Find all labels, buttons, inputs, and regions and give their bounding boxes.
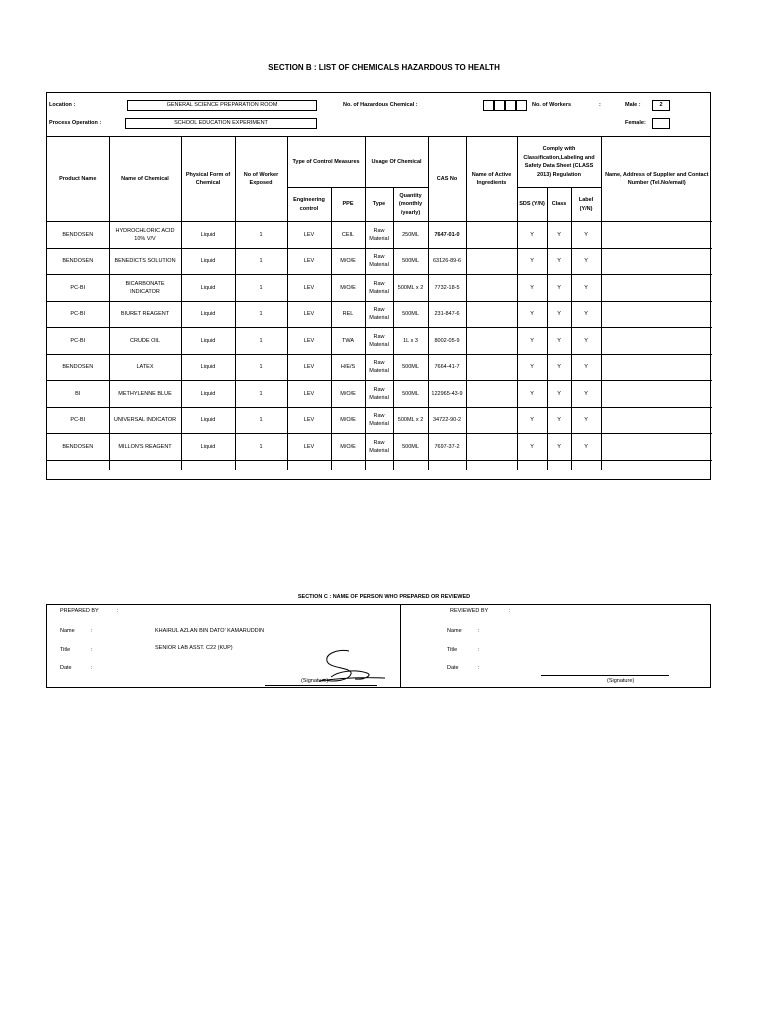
label-cell: Y [571, 328, 601, 355]
chemical-name-cell: LATEX [109, 354, 181, 381]
quantity-cell: 500ML [393, 434, 428, 461]
product-name-cell: PC-BI [47, 407, 109, 434]
empty-cell [47, 460, 109, 470]
table-row [47, 407, 712, 434]
active-ingredients-cell [466, 407, 517, 434]
active-ingredients-cell [466, 222, 517, 249]
label-cell: Y [571, 407, 601, 434]
physical-form-cell: Liquid [181, 407, 235, 434]
sds-cell: Y [517, 301, 547, 328]
ppe-cell: M/O/E [331, 275, 365, 302]
class-cell: Y [547, 407, 571, 434]
header-sds: SDS (Y/N) [517, 188, 547, 222]
male-count-field[interactable]: 2 [652, 100, 670, 111]
cas-no-cell: 63126-89-6 [428, 248, 466, 275]
quantity-cell: 500ML x 2 [393, 407, 428, 434]
usage-type-cell: Raw Material [365, 381, 393, 408]
empty-cell [181, 460, 235, 470]
section-b-title: SECTION B : LIST OF CHEMICALS HAZARDOUS TO HEALTH [268, 63, 500, 72]
hazard-count-label: No. of Hazardous Chemical : [343, 102, 418, 108]
process-field[interactable]: SCHOOL EDUCATION EXPERIMENT [125, 118, 317, 129]
chemical-name-cell: HYDROCHLORIC ACID 10% V/V [109, 222, 181, 249]
empty-cell [287, 460, 331, 470]
workers-colon: : [599, 102, 601, 108]
quantity-cell: 500ML [393, 301, 428, 328]
prepared-signature-label: (Signature) [301, 678, 329, 684]
header-engineering-control: Engineering control [287, 188, 331, 222]
label-cell: Y [571, 354, 601, 381]
supplier-cell [601, 328, 712, 355]
usage-type-cell: Raw Material [365, 328, 393, 355]
engineering-control-cell: LEV [287, 301, 331, 328]
reviewed-date-colon: : [478, 665, 480, 671]
active-ingredients-cell [466, 275, 517, 302]
header-cas-no: CAS No [428, 137, 466, 222]
table-row [47, 222, 712, 249]
usage-type-cell: Raw Material [365, 301, 393, 328]
prepared-by-heading: PREPARED BY [60, 608, 99, 614]
quantity-cell: 500ML [393, 248, 428, 275]
cas-no-cell: 122965-43-9 [428, 381, 466, 408]
ppe-cell: REL [331, 301, 365, 328]
sds-cell: Y [517, 222, 547, 249]
header-workers-exposed: No of Worker Exposed [235, 137, 287, 222]
product-name-cell: BENDOSEN [47, 434, 109, 461]
female-label: Female: [625, 120, 646, 126]
prepared-signature-line [265, 685, 377, 686]
ppe-cell: M/O/E [331, 407, 365, 434]
cas-no-cell: 7697-37-2 [428, 434, 466, 461]
empty-cell [109, 460, 181, 470]
label-cell: Y [571, 381, 601, 408]
location-label: Location : [49, 102, 76, 108]
workers-exposed-cell: 1 [235, 301, 287, 328]
quantity-cell: 250ML [393, 222, 428, 249]
quantity-cell: 500ML [393, 381, 428, 408]
usage-type-cell: Raw Material [365, 275, 393, 302]
header-active-ingredients: Name of Active Ingredients [466, 137, 517, 222]
active-ingredients-cell [466, 434, 517, 461]
chemical-name-cell: MILLON'S REAGENT [109, 434, 181, 461]
sds-cell: Y [517, 275, 547, 302]
table-row [47, 354, 712, 381]
product-name-cell: PC-BI [47, 275, 109, 302]
empty-cell [571, 460, 601, 470]
male-label: Male : [625, 102, 641, 108]
hazard-count-box-3[interactable] [505, 100, 516, 111]
ppe-cell: H/E/S [331, 354, 365, 381]
header-comply: Comply with Classification,Labeling and Safety Data Sheet (CLASS 2013) Regulation [517, 137, 601, 188]
physical-form-cell: Liquid [181, 354, 235, 381]
hazardous-chemicals-form [46, 92, 711, 480]
physical-form-cell: Liquid [181, 381, 235, 408]
female-count-field[interactable] [652, 118, 670, 129]
cas-no-cell: 7732-18-5 [428, 275, 466, 302]
workers-label: No. of Workers [532, 102, 572, 108]
header-control-measures: Type of Control Measures [287, 137, 365, 188]
table-row [47, 434, 712, 461]
product-name-cell: BENDOSEN [47, 222, 109, 249]
usage-type-cell: Raw Material [365, 248, 393, 275]
form-divider [400, 605, 401, 687]
reviewed-name-colon: : [478, 628, 480, 634]
chemicals-table [47, 137, 712, 470]
sds-cell: Y [517, 354, 547, 381]
cas-no-cell: 7664-41-7 [428, 354, 466, 381]
ppe-cell: CEIL [331, 222, 365, 249]
engineering-control-cell: LEV [287, 248, 331, 275]
empty-cell [466, 460, 517, 470]
quantity-cell: 500ML [393, 354, 428, 381]
product-name-cell: PC-BI [47, 301, 109, 328]
quantity-cell: 500ML x 2 [393, 275, 428, 302]
class-cell: Y [547, 434, 571, 461]
header-product-name: Product Name [47, 137, 109, 222]
chemical-name-cell: CRUDE OIL [109, 328, 181, 355]
reviewed-signature-line [541, 675, 669, 676]
chemical-name-cell: UNIVERSAL INDICATOR [109, 407, 181, 434]
prepared-by-colon: : [117, 608, 119, 614]
header-quantity: Quantity (monthly /yearly) [393, 188, 428, 222]
table-row [47, 381, 712, 408]
usage-type-cell: Raw Material [365, 434, 393, 461]
preparer-reviewer-form [46, 604, 711, 688]
chemical-name-cell: BIURET REAGENT [109, 301, 181, 328]
workers-exposed-cell: 1 [235, 381, 287, 408]
active-ingredients-cell [466, 328, 517, 355]
physical-form-cell: Liquid [181, 328, 235, 355]
cas-no-cell: 8002-05-9 [428, 328, 466, 355]
prepared-date-colon: : [91, 665, 93, 671]
process-label: Process Operation : [49, 120, 102, 126]
header-supplier: Name, Address of Supplier and Contact Number (Tel.No/email) [601, 137, 712, 222]
prepared-name-value: KHAIRUL AZLAN BIN DATO' KAMARUDDIN [155, 628, 265, 634]
header-type: Type [365, 188, 393, 222]
product-name-cell: BI [47, 381, 109, 408]
class-cell: Y [547, 381, 571, 408]
supplier-cell [601, 354, 712, 381]
label-cell: Y [571, 301, 601, 328]
section-c-title: SECTION C : NAME OF PERSON WHO PREPARED OR REVIEWED [297, 594, 471, 600]
chemical-name-cell: METHYLENNE BLUE [109, 381, 181, 408]
supplier-cell [601, 275, 712, 302]
reviewed-by-colon: : [509, 608, 511, 614]
header-label: Label (Y/N) [571, 188, 601, 222]
workers-exposed-cell: 1 [235, 328, 287, 355]
quantity-cell: 1L x 3 [393, 328, 428, 355]
supplier-cell [601, 301, 712, 328]
prepared-name-label: Name [60, 628, 75, 634]
label-cell: Y [571, 248, 601, 275]
label-cell: Y [571, 434, 601, 461]
hazard-count-box-2[interactable] [494, 100, 505, 111]
empty-cell [517, 460, 547, 470]
ppe-cell: TWA [331, 328, 365, 355]
header-physical-form: Physical Form of Chemical [181, 137, 235, 222]
product-name-cell: BENDOSEN [47, 248, 109, 275]
class-cell: Y [547, 354, 571, 381]
sds-cell: Y [517, 248, 547, 275]
header-ppe: PPE [331, 188, 365, 222]
engineering-control-cell: LEV [287, 434, 331, 461]
physical-form-cell: Liquid [181, 248, 235, 275]
header-usage: Usage Of Chemical [365, 137, 428, 188]
ppe-cell: M/O/E [331, 248, 365, 275]
reviewed-title-colon: : [478, 647, 480, 653]
ppe-cell: M/O/E [331, 381, 365, 408]
usage-type-cell: Raw Material [365, 222, 393, 249]
workers-exposed-cell: 1 [235, 275, 287, 302]
empty-cell [393, 460, 428, 470]
product-name-cell: PC-BI [47, 328, 109, 355]
product-name-cell: BENDOSEN [47, 354, 109, 381]
empty-cell [428, 460, 466, 470]
workers-exposed-cell: 1 [235, 354, 287, 381]
supplier-cell [601, 407, 712, 434]
table-row [47, 275, 712, 302]
chemical-name-cell: BICARBONATE INDICATOR [109, 275, 181, 302]
table-row-empty [47, 460, 712, 470]
empty-cell [365, 460, 393, 470]
sds-cell: Y [517, 381, 547, 408]
empty-cell [331, 460, 365, 470]
supplier-cell [601, 434, 712, 461]
engineering-control-cell: LEV [287, 381, 331, 408]
supplier-cell [601, 222, 712, 249]
class-cell: Y [547, 222, 571, 249]
table-row [47, 328, 712, 355]
supplier-cell [601, 381, 712, 408]
engineering-control-cell: LEV [287, 407, 331, 434]
engineering-control-cell: LEV [287, 328, 331, 355]
engineering-control-cell: LEV [287, 275, 331, 302]
active-ingredients-cell [466, 248, 517, 275]
physical-form-cell: Liquid [181, 301, 235, 328]
prepared-title-label: Title [60, 647, 71, 653]
class-cell: Y [547, 301, 571, 328]
reviewed-signature-label: (Signature) [607, 678, 635, 684]
engineering-control-cell: LEV [287, 222, 331, 249]
table-row [47, 248, 712, 275]
prepared-name-colon: : [91, 628, 93, 634]
reviewed-name-label: Name [447, 628, 462, 634]
empty-cell [601, 460, 712, 470]
chemical-name-cell: BENEDICTS SOLUTION [109, 248, 181, 275]
sds-cell: Y [517, 407, 547, 434]
active-ingredients-cell [466, 354, 517, 381]
hazard-count-box-1[interactable] [483, 100, 494, 111]
ppe-cell: M/O/E [331, 434, 365, 461]
workers-exposed-cell: 1 [235, 222, 287, 249]
active-ingredients-cell [466, 381, 517, 408]
workers-exposed-cell: 1 [235, 434, 287, 461]
sds-cell: Y [517, 434, 547, 461]
supplier-cell [601, 248, 712, 275]
class-cell: Y [547, 328, 571, 355]
hazard-count-box-4[interactable] [516, 100, 527, 111]
reviewed-by-heading: REVIEWED BY [450, 608, 489, 614]
prepared-date-label: Date [60, 665, 72, 671]
class-cell: Y [547, 275, 571, 302]
workers-exposed-cell: 1 [235, 248, 287, 275]
sds-cell: Y [517, 328, 547, 355]
cas-no-cell: 34722-90-2 [428, 407, 466, 434]
label-cell: Y [571, 222, 601, 249]
empty-cell [235, 460, 287, 470]
location-field[interactable]: GENERAL SCIENCE PREPARATION ROOM [127, 100, 317, 111]
usage-type-cell: Raw Material [365, 407, 393, 434]
class-cell: Y [547, 248, 571, 275]
label-cell: Y [571, 275, 601, 302]
reviewed-title-label: Title [447, 647, 458, 653]
cas-no-cell: 231-847-6 [428, 301, 466, 328]
active-ingredients-cell [466, 301, 517, 328]
header-class: Class [547, 188, 571, 222]
physical-form-cell: Liquid [181, 275, 235, 302]
physical-form-cell: Liquid [181, 222, 235, 249]
empty-cell [547, 460, 571, 470]
table-row [47, 301, 712, 328]
header-chemical-name: Name of Chemical [109, 137, 181, 222]
reviewed-date-label: Date [447, 665, 459, 671]
workers-exposed-cell: 1 [235, 407, 287, 434]
prepared-title-value: SENIOR LAB ASST. C22 (KUP) [155, 645, 233, 651]
physical-form-cell: Liquid [181, 434, 235, 461]
engineering-control-cell: LEV [287, 354, 331, 381]
usage-type-cell: Raw Material [365, 354, 393, 381]
cas-no-cell: 7647-01-0 [428, 222, 466, 249]
prepared-title-colon: : [91, 647, 93, 653]
